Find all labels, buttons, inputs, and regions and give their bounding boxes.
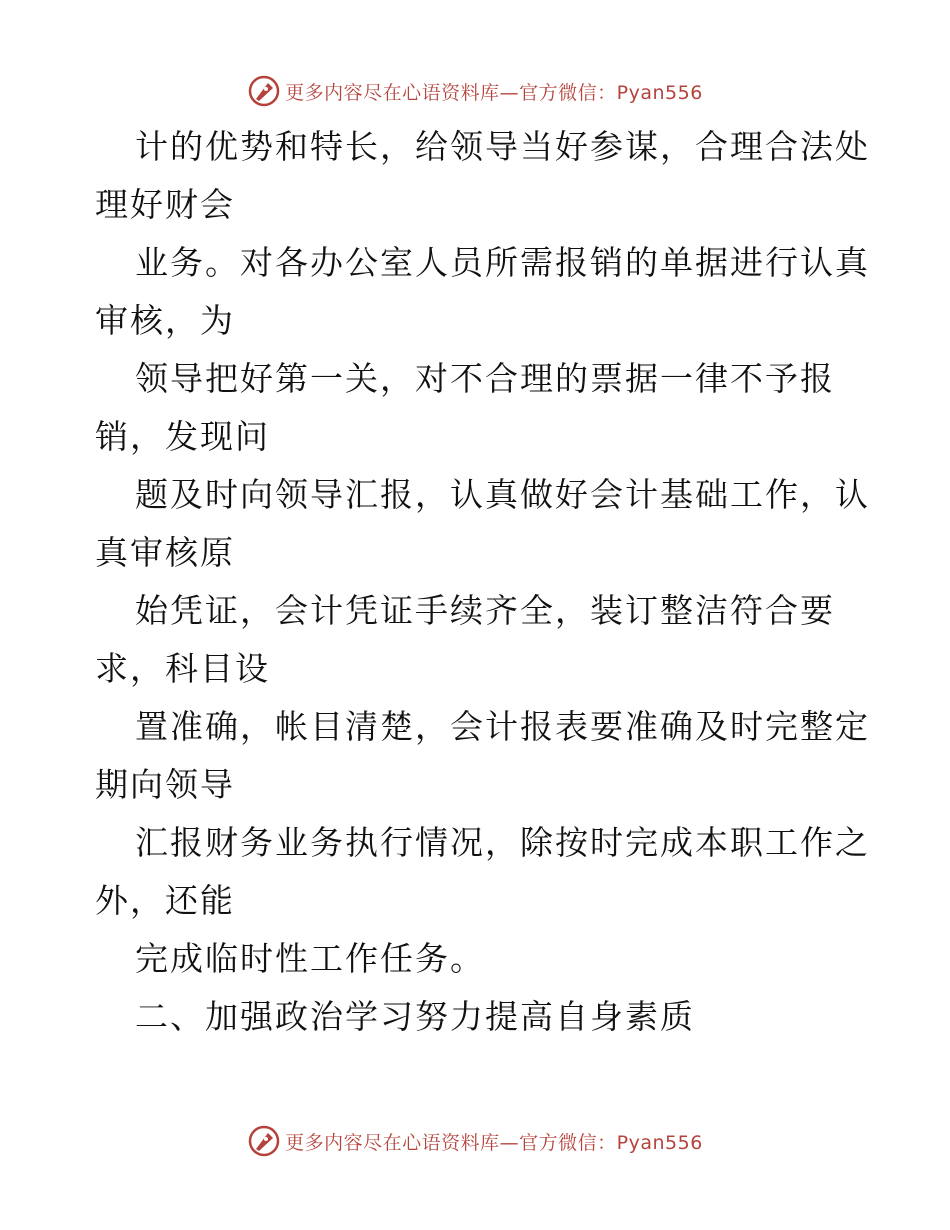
banner-main-text: 更多内容尽在心语资料库	[285, 1131, 500, 1154]
text-line: 领导把好第一关，对不合理的票据一律不予报	[135, 359, 835, 398]
text-line: 销，发现问	[95, 417, 270, 456]
banner-main-text: 更多内容尽在心语资料库	[285, 81, 500, 104]
text-line: 求，科目设	[95, 649, 270, 688]
section-heading: 二、加强政治学习努力提高自身素质	[135, 997, 695, 1036]
banner-separator: —	[499, 81, 520, 104]
text-line: 置准确，帐目清楚，会计报表要准确及时完整定	[135, 707, 870, 746]
banner-wechat-text: 官方微信：Pyan556	[519, 81, 703, 104]
banner-wechat-text: 官方微信：Pyan556	[519, 1131, 703, 1154]
text-line: 业务。对各办公室人员所需报销的单据进行认真	[135, 243, 870, 282]
document-body	[95, 118, 870, 1046]
pen-nib-logo-icon	[247, 1124, 281, 1158]
banner-text	[285, 78, 703, 105]
text-line: 审核，为	[95, 301, 235, 340]
text-line: 理好财会	[95, 185, 235, 224]
banner-text	[285, 1128, 703, 1155]
banner-separator: —	[499, 1131, 520, 1154]
text-line: 汇报财务业务执行情况，除按时完成本职工作之	[135, 823, 870, 862]
pen-nib-logo-icon	[247, 74, 281, 108]
text-line: 始凭证，会计凭证手续齐全，装订整洁符合要	[135, 591, 835, 630]
footer-banner	[0, 1121, 950, 1161]
header-banner	[0, 71, 950, 111]
text-line: 计的优势和特长，给领导当好参谋，合理合法处	[135, 127, 870, 166]
text-line: 外，还能	[95, 881, 235, 920]
text-line: 期向领导	[95, 765, 235, 804]
text-line: 完成临时性工作任务。	[135, 939, 485, 978]
text-line: 真审核原	[95, 533, 235, 572]
text-line: 题及时向领导汇报，认真做好会计基础工作，认	[135, 475, 870, 514]
